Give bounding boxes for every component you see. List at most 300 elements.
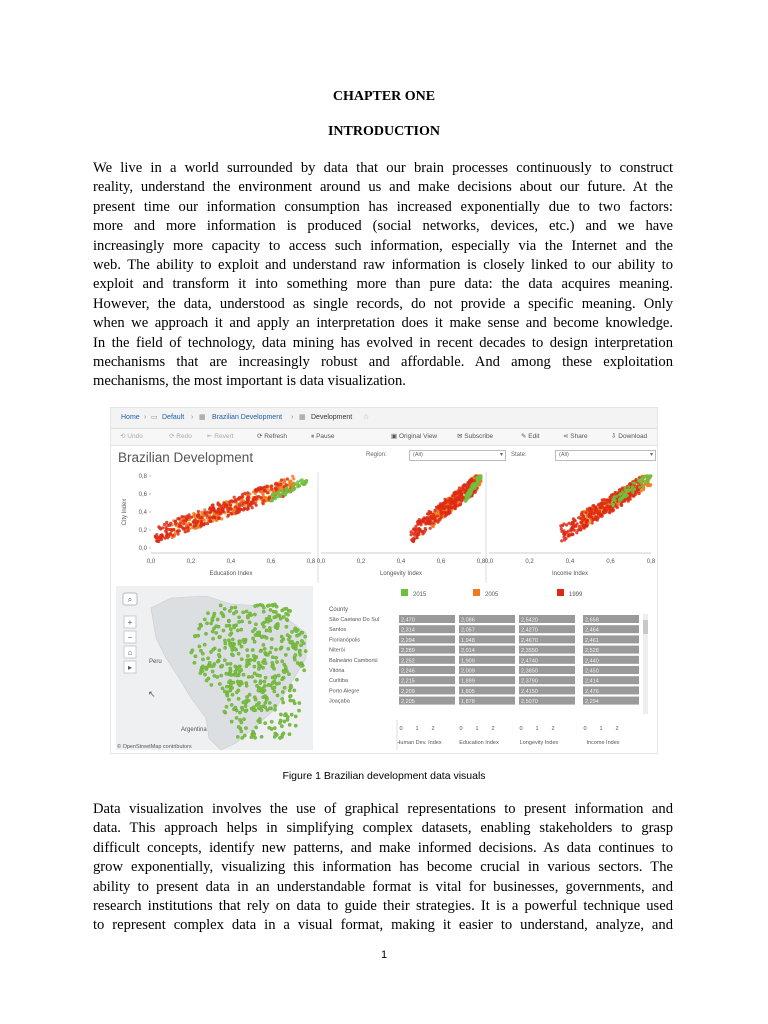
scatter-point-1999 xyxy=(214,509,217,512)
map-municipality-dot xyxy=(253,736,256,739)
map-municipality-dot xyxy=(268,626,271,629)
map-municipality-dot xyxy=(220,674,223,677)
map-municipality-dot xyxy=(201,652,204,655)
map-municipality-dot xyxy=(213,612,216,615)
map-municipality-dot xyxy=(220,611,223,614)
map-municipality-dot xyxy=(225,705,228,708)
map-municipality-dot xyxy=(237,689,240,692)
map-municipality-dot xyxy=(254,680,257,683)
map-municipality-dot xyxy=(242,673,245,676)
map-municipality-dot xyxy=(211,630,214,633)
map-municipality-dot xyxy=(194,655,197,658)
scatter-point-2015 xyxy=(639,478,642,481)
scatter-point-1999 xyxy=(222,507,225,510)
text-line: present time our information consumption has increased exponentially due to two factors: xyxy=(93,198,673,215)
scatter-point-1999 xyxy=(179,521,182,524)
scatter-point-1999 xyxy=(246,508,249,511)
scatter-point-1999 xyxy=(212,506,215,509)
scatter-point-1999 xyxy=(242,508,245,511)
table-cell-value: 2,4150 xyxy=(521,688,538,695)
x-tick-label: 0,8 xyxy=(306,559,316,565)
map-municipality-dot xyxy=(230,606,233,609)
table-cell-value: 2,5070 xyxy=(521,699,538,706)
map-municipality-dot xyxy=(191,649,194,652)
scatter-point-2015 xyxy=(623,492,626,495)
map-municipality-dot xyxy=(256,674,259,677)
map-municipality-dot xyxy=(264,706,267,709)
scatter-point-1999 xyxy=(579,521,582,524)
map-municipality-dot xyxy=(234,670,237,673)
x-tick-label: 0,0 xyxy=(146,559,156,565)
scatter-point-1999 xyxy=(414,529,417,532)
text-line: exploit and transform it into something more than pure data: the data acquires meaning. xyxy=(93,276,673,293)
scatter-point-1999 xyxy=(428,518,431,521)
scatter-point-1999 xyxy=(163,523,166,526)
map-municipality-dot xyxy=(285,618,288,621)
map-municipality-dot xyxy=(262,661,265,664)
page-number: 1 xyxy=(380,949,388,961)
map-municipality-dot xyxy=(258,717,261,720)
table-axis-tick: 2 xyxy=(551,726,555,732)
table-row-county: Balneário Camboriú xyxy=(329,657,378,664)
scatter-point-1999 xyxy=(601,506,604,509)
map-municipality-dot xyxy=(247,675,250,678)
scatter-point-1999 xyxy=(255,504,258,507)
map-municipality-dot xyxy=(294,647,297,650)
map-municipality-dot xyxy=(280,640,283,643)
scatter-point-1999 xyxy=(443,504,446,507)
map-municipality-dot xyxy=(290,630,293,633)
map-municipality-dot xyxy=(251,675,254,678)
map-municipality-dot xyxy=(234,606,237,609)
x-tick-label: 0,8 xyxy=(476,559,486,565)
scatter-point-1999 xyxy=(578,525,581,528)
scatter-point-2015 xyxy=(639,482,642,485)
scatter-point-1999 xyxy=(184,530,187,533)
map-municipality-dot xyxy=(241,736,244,739)
y-tick-label: 0,0 xyxy=(138,546,147,552)
map-municipality-dot xyxy=(215,631,218,634)
map-municipality-dot xyxy=(294,715,297,718)
map-municipality-dot xyxy=(222,629,225,632)
map-municipality-dot xyxy=(283,714,286,717)
map-municipality-dot xyxy=(294,653,297,656)
map-municipality-dot xyxy=(206,665,209,668)
scatter-point-1999 xyxy=(189,523,192,526)
table-cell-value: 2,057 xyxy=(461,627,475,634)
map-municipality-dot xyxy=(290,685,293,688)
map-municipality-dot xyxy=(240,628,243,631)
scatter-point-1999 xyxy=(632,495,635,498)
scatter-point-2015 xyxy=(611,498,614,501)
map-municipality-dot xyxy=(206,612,209,615)
map-municipality-dot xyxy=(269,684,272,687)
original-view-button[interactable]: ▣ Original View xyxy=(391,433,438,440)
scatter-point-2005 xyxy=(642,488,645,491)
scatter-point-1999 xyxy=(610,494,613,497)
scatter-point-1999 xyxy=(577,516,580,519)
scatter-point-2015 xyxy=(305,479,308,482)
table-header-county: County xyxy=(329,607,349,613)
scatter-point-1999 xyxy=(250,502,253,505)
map-municipality-dot xyxy=(253,604,256,607)
legend-label-2015: 2015 xyxy=(413,592,427,598)
map-municipality-dot xyxy=(294,644,297,647)
map-municipality-dot xyxy=(261,666,264,669)
map-municipality-dot xyxy=(262,610,265,613)
scatter-point-1999 xyxy=(424,529,427,532)
scatter-point-1999 xyxy=(454,491,457,494)
map-municipality-dot xyxy=(228,609,231,612)
scatter-point-1999 xyxy=(157,525,160,528)
map-municipality-dot xyxy=(240,645,243,648)
zoom-in-icon: + xyxy=(127,618,133,627)
text-line: difficult concepts, identify new patterns, and make informed decisions. As data continues to xyxy=(93,839,673,856)
visualization-paragraph xyxy=(93,800,673,936)
table-cell-value: 2,658 xyxy=(585,617,599,624)
scatter-point-1999 xyxy=(629,498,632,501)
scatter-point-1999 xyxy=(222,510,225,513)
scatter-point-1999 xyxy=(426,512,429,515)
map-municipality-dot xyxy=(223,639,226,642)
map-municipality-dot xyxy=(276,624,279,627)
map-municipality-dot xyxy=(266,653,269,656)
download-button[interactable]: ⇩ Download xyxy=(611,433,648,440)
scatter-point-1999 xyxy=(246,491,249,494)
scatter-point-2015 xyxy=(633,482,636,485)
table-axis-tick: 2 xyxy=(431,726,435,732)
map-municipality-dot xyxy=(284,653,287,656)
scatter-point-1999 xyxy=(412,540,415,543)
table-cell-value: 1,878 xyxy=(461,699,475,706)
scatter-point-1999 xyxy=(608,511,611,514)
edit-button[interactable]: ✎ Edit xyxy=(521,433,540,440)
scatter-point-1999 xyxy=(166,524,169,527)
map-municipality-dot xyxy=(280,725,283,728)
table-row-county: Niterói xyxy=(329,647,345,654)
table-cell-value: 1,805 xyxy=(461,688,475,695)
map-municipality-dot xyxy=(203,666,206,669)
scatter-point-1999 xyxy=(155,539,158,542)
scatter-point-1999 xyxy=(589,515,592,518)
intro-paragraph xyxy=(93,159,673,392)
map-municipality-dot xyxy=(226,694,229,697)
x-tick-label: 0,4 xyxy=(565,559,575,565)
table-cell-value: 1,909 xyxy=(461,658,475,665)
scatter-point-2015 xyxy=(301,478,304,481)
scatter-point-1999 xyxy=(448,497,451,500)
map-municipality-dot xyxy=(287,673,290,676)
scatter-point-1999 xyxy=(601,498,604,501)
scatter-point-1999 xyxy=(628,494,631,497)
scatter-point-1999 xyxy=(279,483,282,486)
scatter-point-1999 xyxy=(429,527,432,530)
pause-button[interactable]: ⏸ Pause xyxy=(311,433,335,440)
map-municipality-dot xyxy=(294,627,297,630)
revert-button[interactable]: ⇤ Revert xyxy=(207,433,234,440)
x-tick-label: 0,2 xyxy=(186,559,196,565)
map-municipality-dot xyxy=(225,685,228,688)
scatter-point-2015 xyxy=(612,503,615,506)
map-municipality-dot xyxy=(223,646,226,649)
legend-swatch-2015 xyxy=(401,589,408,596)
map-municipality-dot xyxy=(281,697,284,700)
scatter-point-1999 xyxy=(586,508,589,511)
map-municipality-dot xyxy=(299,653,302,656)
scatter-point-1999 xyxy=(184,527,187,530)
scatter-point-1999 xyxy=(241,504,244,507)
map-municipality-dot xyxy=(221,664,224,667)
map-municipality-dot xyxy=(276,694,279,697)
table-cell-value: 2,215 xyxy=(401,678,415,685)
map-municipality-dot xyxy=(259,681,262,684)
scatter-point-2015 xyxy=(643,475,646,478)
map-municipality-dot xyxy=(230,703,233,706)
x-tick-label: 0,6 xyxy=(436,559,446,565)
scatter-point-2015 xyxy=(296,480,299,483)
map-municipality-dot xyxy=(229,662,232,665)
map-municipality-dot xyxy=(234,673,237,676)
region-filter-select[interactable]: (All) ▾ xyxy=(409,450,506,461)
scatter-point-2015 xyxy=(296,484,299,487)
table-cell-value: 2,205 xyxy=(401,699,415,706)
scatter-point-1999 xyxy=(433,515,436,518)
map-municipality-dot xyxy=(298,701,301,704)
map-municipality-dot xyxy=(216,618,219,621)
scatter-point-2015 xyxy=(632,488,635,491)
scatter-point-2005 xyxy=(263,496,266,499)
subscribe-button[interactable]: ✉ Subscribe xyxy=(457,433,494,440)
table-cell-value: 2,014 xyxy=(461,648,475,655)
table-cell-value: 2,3550 xyxy=(521,648,538,655)
table-cell-value: 2,209 xyxy=(401,688,415,695)
scatter-point-1999 xyxy=(569,522,572,525)
map-municipality-dot xyxy=(286,613,289,616)
map-municipality-dot xyxy=(240,620,243,623)
scatter-point-1999 xyxy=(206,522,209,525)
legend-label-2005: 2005 xyxy=(485,592,499,598)
scatter-point-1999 xyxy=(171,534,174,537)
scatter-point-2015 xyxy=(293,482,296,485)
share-button[interactable]: ⋖ Share xyxy=(563,433,588,440)
map-municipality-dot xyxy=(277,682,280,685)
map-credit: © OpenStreetMap contributors xyxy=(117,744,192,750)
search-icon: ⌕ xyxy=(127,595,133,604)
scatter-point-2005 xyxy=(200,511,203,514)
scatter-point-1999 xyxy=(276,482,279,485)
map-municipality-dot xyxy=(268,701,271,704)
x-tick-label: 0,0 xyxy=(484,559,494,565)
map-municipality-dot xyxy=(274,676,277,679)
legend-swatch-2005 xyxy=(473,589,480,596)
map-municipality-dot xyxy=(272,610,275,613)
scatter-point-1999 xyxy=(584,511,587,514)
map-municipality-dot xyxy=(253,665,256,668)
scatter-point-1999 xyxy=(638,492,641,495)
map-municipality-dot xyxy=(229,683,232,686)
map-municipality-dot xyxy=(272,667,275,670)
scatter-point-1999 xyxy=(593,510,596,513)
table-cell-value: 1,899 xyxy=(461,678,475,685)
scatter-point-1999 xyxy=(266,485,269,488)
map-municipality-dot xyxy=(225,624,228,627)
map-municipality-dot xyxy=(264,722,267,725)
map-municipality-dot xyxy=(246,614,249,617)
map-municipality-dot xyxy=(300,664,303,667)
map-municipality-dot xyxy=(280,646,283,649)
table-cell-value: 2,476 xyxy=(585,688,599,695)
y-tick-label: 0,4 xyxy=(138,510,147,516)
map-municipality-dot xyxy=(299,644,302,647)
undo-button[interactable]: ⟲ Undo xyxy=(120,433,143,440)
text-line: data. This approach helps in simplifying complex datasets, enabling stakeholders to grasp xyxy=(93,820,673,837)
scatter-point-2005 xyxy=(431,524,434,527)
scatter-point-1999 xyxy=(178,525,181,528)
table-axis-tick: 1 xyxy=(415,726,419,732)
scatter-point-1999 xyxy=(197,510,200,513)
scatter-point-2015 xyxy=(623,487,626,490)
table-footer-label: Education Index xyxy=(459,740,499,746)
scatter-point-1999 xyxy=(594,515,597,518)
scatter-point-1999 xyxy=(416,533,419,536)
map-municipality-dot xyxy=(199,649,202,652)
table-cell-value: 1,948 xyxy=(461,637,475,644)
breadcrumb-default[interactable]: Default xyxy=(162,414,185,421)
scatter-point-2015 xyxy=(271,494,274,497)
scatter-point-2015 xyxy=(477,481,480,484)
table-row-county: Florianópolis xyxy=(329,637,361,644)
table-scrollbar-thumb xyxy=(643,620,648,634)
table-cell-value: 2,294 xyxy=(401,637,415,644)
map-municipality-dot xyxy=(265,636,268,639)
map-municipality-dot xyxy=(237,682,240,685)
map-municipality-dot xyxy=(237,616,240,619)
scatter-point-1999 xyxy=(416,536,419,539)
map-municipality-dot xyxy=(203,673,206,676)
scatter-point-1999 xyxy=(454,497,457,500)
map-municipality-dot xyxy=(206,657,209,660)
scatter-point-1999 xyxy=(170,529,173,532)
map-municipality-dot xyxy=(233,647,236,650)
scatter-point-2015 xyxy=(479,476,482,479)
scatter-point-2015 xyxy=(281,489,284,492)
state-filter-select[interactable]: (All) ▾ xyxy=(555,450,656,461)
scatter-point-1999 xyxy=(229,503,232,506)
map-municipality-dot xyxy=(292,699,295,702)
table-cell-value: 2,470 xyxy=(401,617,415,624)
map-municipality-dot xyxy=(262,643,265,646)
text-line: ability to present data in an understandable format is vital for businesses, governments, and xyxy=(93,878,673,895)
text-line: increasingly more capacity to access such information, especially via the Internet and the xyxy=(93,237,673,254)
scatter-point-1999 xyxy=(459,502,462,505)
dashboard-title: Brazilian Development xyxy=(118,450,254,465)
state-filter-label: State: xyxy=(511,452,527,458)
map-municipality-dot xyxy=(251,648,254,651)
map-municipality-dot xyxy=(235,610,238,613)
scatter-point-1999 xyxy=(187,529,190,532)
map-municipality-dot xyxy=(246,654,249,657)
legend-swatch-1999 xyxy=(557,589,564,596)
favorite-star-icon[interactable]: ☆ xyxy=(363,414,370,421)
scatter-point-1999 xyxy=(575,531,578,534)
scatter-point-1999 xyxy=(233,496,236,499)
y-tick-label: 0,6 xyxy=(138,492,147,498)
redo-button[interactable]: ⟳ Redo xyxy=(169,433,192,440)
scatter-point-1999 xyxy=(169,522,172,525)
scatter-point-1999 xyxy=(618,488,621,491)
scatter-point-1999 xyxy=(159,537,162,540)
map-municipality-dot xyxy=(210,683,213,686)
map-municipality-dot xyxy=(290,713,293,716)
map-municipality-dot xyxy=(243,641,246,644)
table-axis-tick: 2 xyxy=(615,726,619,732)
table-row-county: Santos xyxy=(329,627,347,634)
scatter-point-1999 xyxy=(194,524,197,527)
table-cell-value: 2,086 xyxy=(461,617,475,624)
scatter-point-2015 xyxy=(641,485,644,488)
text-line: Data visualization involves the use of graphical representations to present information and xyxy=(93,801,673,817)
scatter-point-1999 xyxy=(209,520,212,523)
scatter-point-2005 xyxy=(289,479,292,482)
map-municipality-dot xyxy=(293,689,296,692)
map-municipality-dot xyxy=(226,662,229,665)
x-tick-label: 0,8 xyxy=(646,559,656,565)
table-axis-tick: 1 xyxy=(475,726,479,732)
map-municipality-dot xyxy=(253,613,256,616)
scatter-point-1999 xyxy=(181,515,184,518)
map-municipality-dot xyxy=(218,682,221,685)
map-municipality-dot xyxy=(244,726,247,729)
breadcrumb-home[interactable]: Home xyxy=(121,414,140,421)
text-line: grow exponentially, visualizing this information has become crucial in various sectors. The xyxy=(93,859,673,876)
map-municipality-dot xyxy=(267,604,270,607)
scatter-point-2005 xyxy=(648,484,651,487)
map-municipality-dot xyxy=(248,693,251,696)
scatter-point-2015 xyxy=(615,495,618,498)
map-municipality-dot xyxy=(228,633,231,636)
map-municipality-dot xyxy=(237,620,240,623)
map-municipality-dot xyxy=(246,648,249,651)
map-municipality-dot xyxy=(261,604,264,607)
map-label-argentina: Argentina xyxy=(181,727,207,733)
map-municipality-dot xyxy=(281,690,284,693)
map-municipality-dot xyxy=(244,704,247,707)
x-axis-label: Longevity Index xyxy=(379,571,423,577)
scatter-point-1999 xyxy=(609,508,612,511)
map-municipality-dot xyxy=(225,672,228,675)
map-municipality-dot xyxy=(218,649,221,652)
map-municipality-dot xyxy=(254,623,257,626)
map-municipality-dot xyxy=(219,604,222,607)
table-cell-value: 2,461 xyxy=(585,637,599,644)
refresh-button[interactable]: ⟳ Refresh xyxy=(257,433,288,440)
map-municipality-dot xyxy=(281,660,284,663)
map-municipality-dot xyxy=(255,684,258,687)
map-municipality-dot xyxy=(233,626,236,629)
scatter-point-1999 xyxy=(449,511,452,514)
map-municipality-dot xyxy=(269,629,272,632)
map-municipality-dot xyxy=(301,631,304,634)
map-municipality-dot xyxy=(253,696,256,699)
scatter-point-1999 xyxy=(592,504,595,507)
map-municipality-dot xyxy=(289,699,292,702)
scatter-point-1999 xyxy=(439,516,442,519)
scatter-point-1999 xyxy=(601,502,604,505)
scatter-point-1999 xyxy=(599,514,602,517)
scatter-point-1999 xyxy=(570,529,573,532)
map-municipality-dot xyxy=(288,733,291,736)
breadcrumb-workbook[interactable]: Brazilian Development xyxy=(212,414,283,421)
